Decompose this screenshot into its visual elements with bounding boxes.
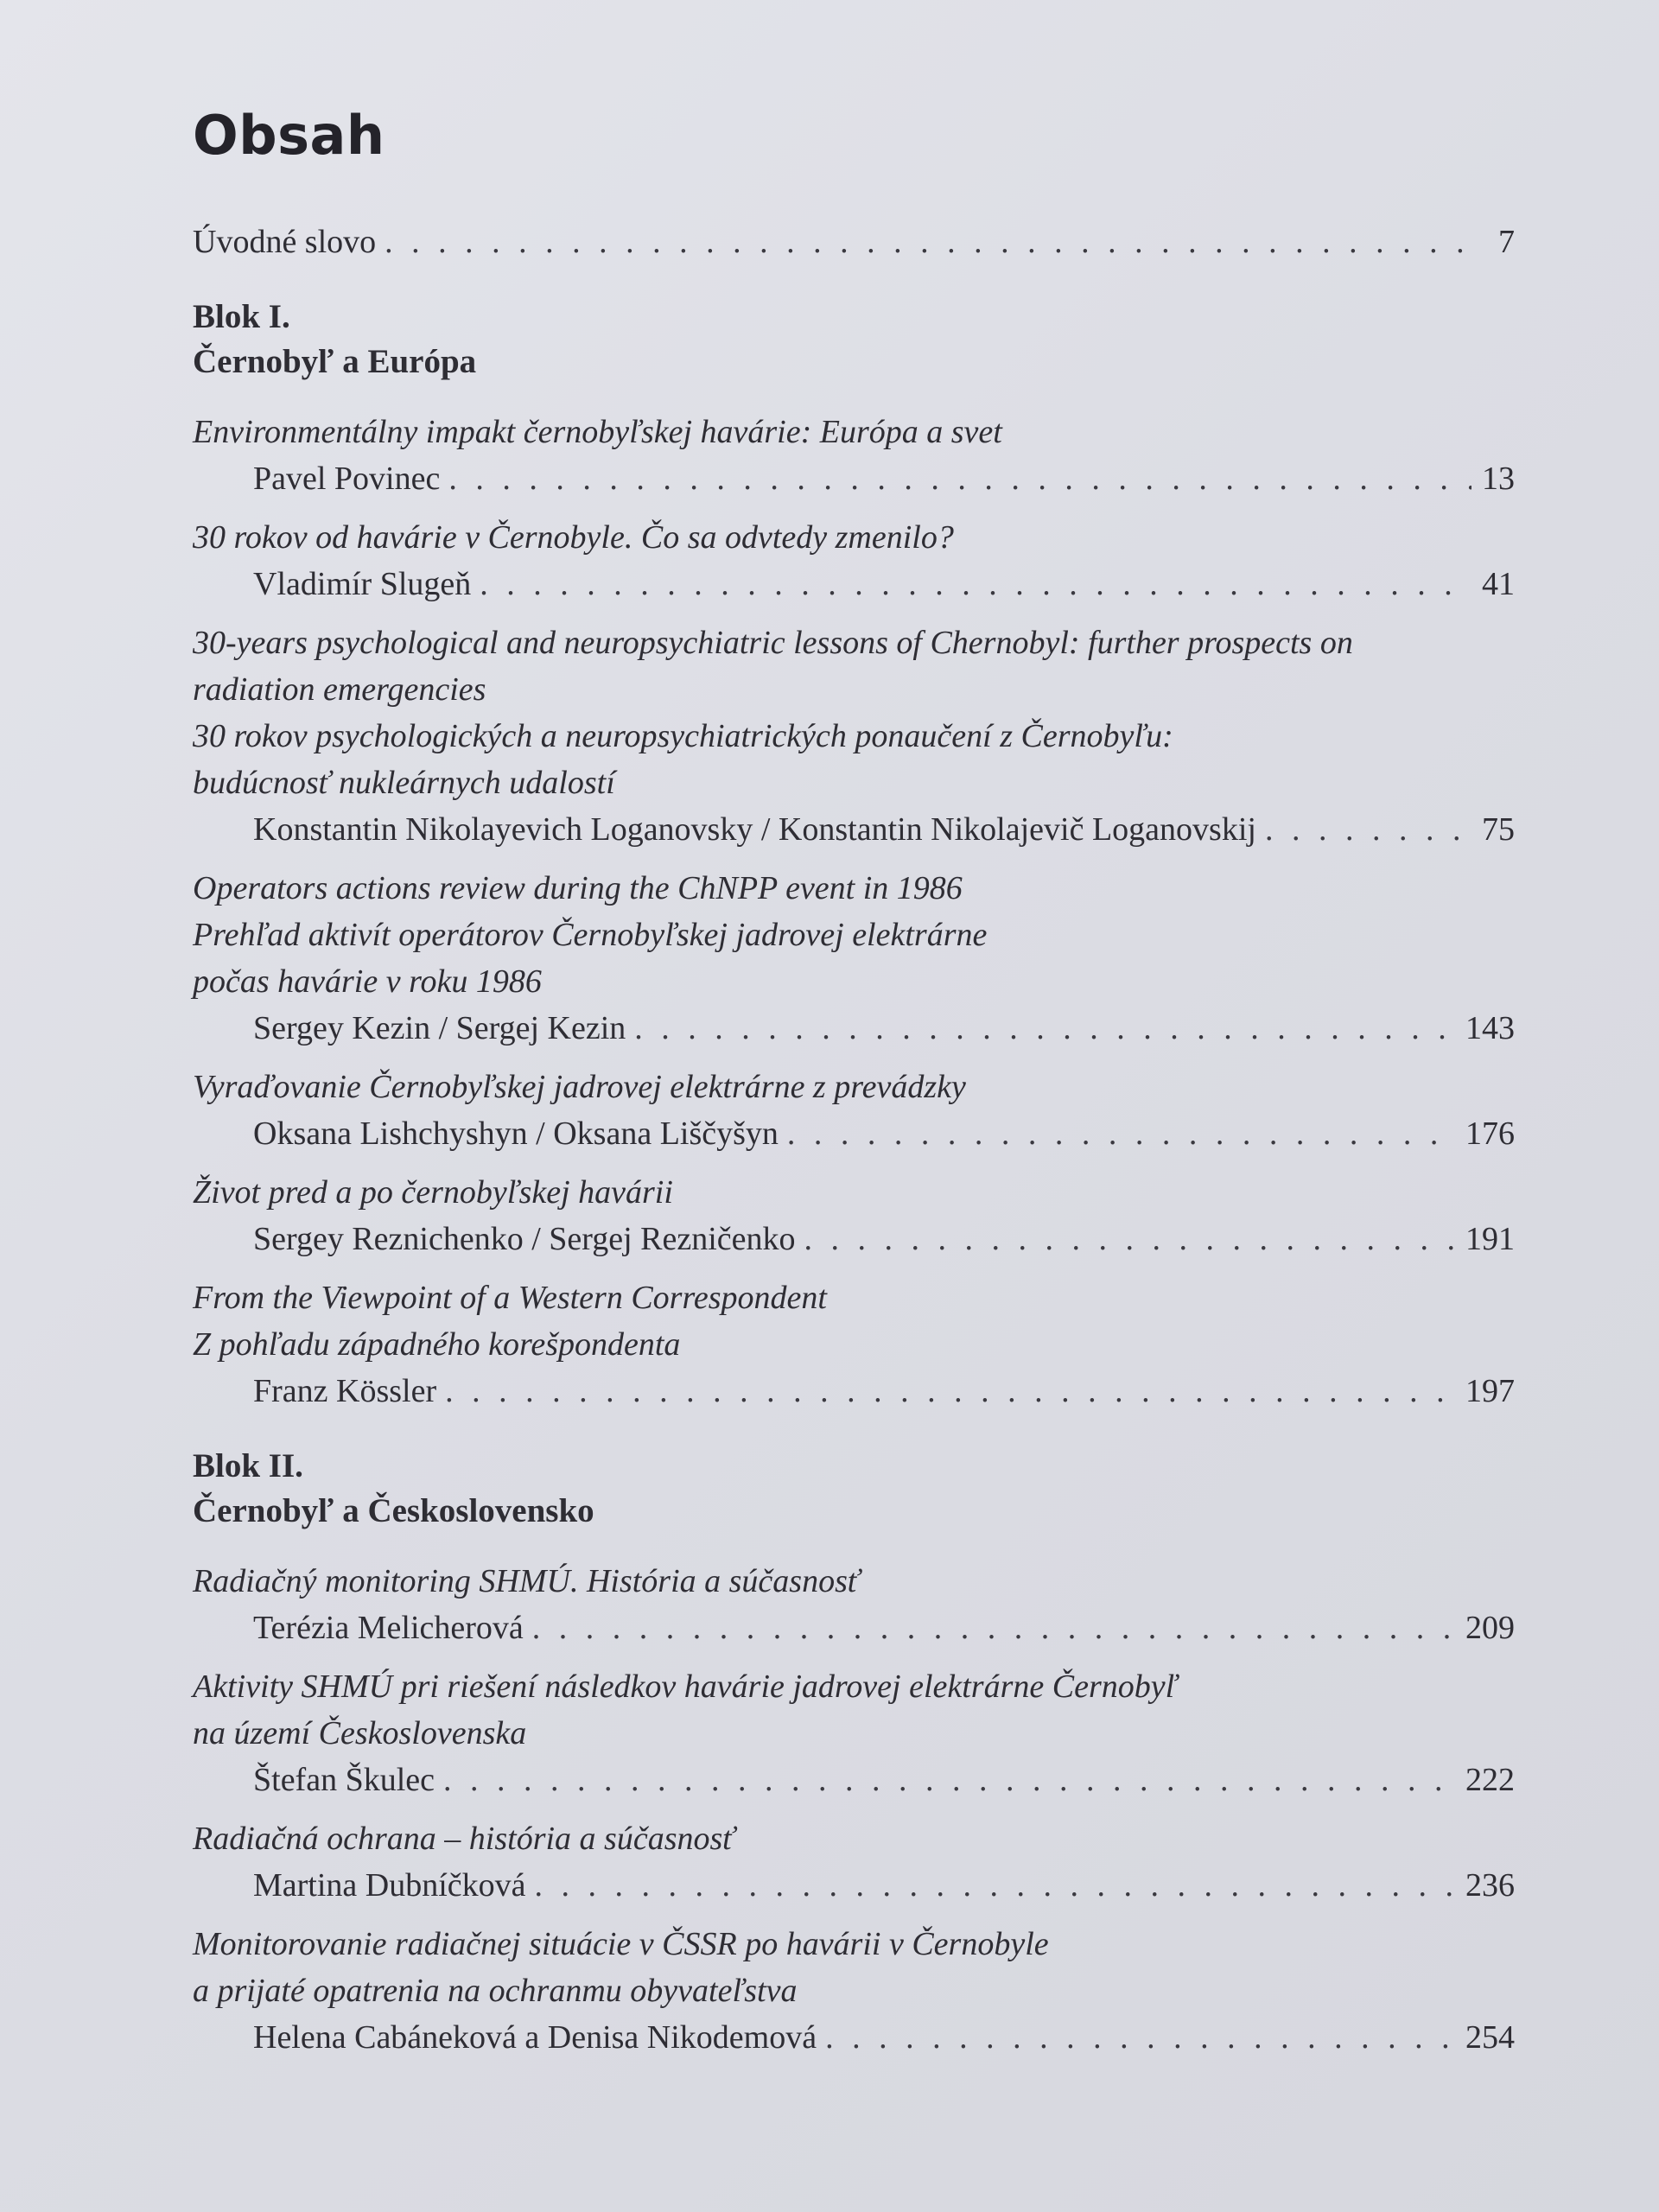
entry-title: Monitorovanie radiačnej situácie v ČSSR po havárii v Černobyle xyxy=(193,1926,1049,1962)
block-heading xyxy=(193,295,1529,385)
toc-intro-label: Úvodné slovo xyxy=(193,224,377,260)
entry-author-line xyxy=(193,1862,1515,1909)
toc-blocks xyxy=(193,295,1529,2061)
entry-title: budúcnosť nukleárnych udalostí xyxy=(193,765,615,801)
entry-title: Prehľad aktivít operátorov Černobyľskej jadrovej elektrárne xyxy=(193,917,988,953)
dot-leader xyxy=(448,455,1471,502)
toc-entry xyxy=(193,514,1529,607)
entry-title: Operators actions review during the ChNPP event in 1986 xyxy=(193,870,963,906)
toc-entry xyxy=(193,409,1529,502)
toc-entry xyxy=(193,1558,1529,1651)
entry-author-line xyxy=(193,1216,1515,1262)
entry-author: Terézia Melicherová xyxy=(253,1610,524,1646)
toc-entry xyxy=(193,1663,1529,1803)
toc-entry xyxy=(193,620,1529,853)
entry-title: 30-years psychological and neuropsychiatric lessons of Chernobyl: further prospects on xyxy=(193,625,1353,661)
toc-block xyxy=(193,1444,1529,2061)
entry-title: Environmentálny impakt černobyľskej havárie: Európa a svet xyxy=(193,414,1002,450)
block-heading xyxy=(193,1444,1529,1534)
dot-leader xyxy=(385,219,1471,265)
toc-entry xyxy=(193,865,1529,1052)
entry-author-line xyxy=(193,561,1515,607)
entry-title: Radiačný monitoring SHMÚ. História a súčasnosť xyxy=(193,1563,860,1599)
entry-author-line xyxy=(193,1368,1515,1414)
dot-leader xyxy=(804,1216,1457,1262)
entry-page-number: 222 xyxy=(1465,1762,1515,1798)
entry-title: na území Československa xyxy=(193,1715,527,1751)
entry-author: Štefan Škulec xyxy=(253,1762,435,1798)
entry-page-number: 75 xyxy=(1482,811,1515,848)
block-number: Blok II. xyxy=(193,1447,303,1484)
entry-page-number: 254 xyxy=(1465,2019,1515,2056)
toc-block xyxy=(193,295,1529,1414)
entry-page-number: 143 xyxy=(1465,1010,1515,1046)
entry-author-line xyxy=(193,806,1515,853)
entry-page-number: 209 xyxy=(1465,1610,1515,1646)
block-number: Blok I. xyxy=(193,298,290,335)
page-title: Obsah xyxy=(193,104,385,167)
entry-author-line xyxy=(193,1605,1515,1651)
entry-page-number: 176 xyxy=(1465,1116,1515,1152)
dot-leader xyxy=(1265,806,1471,853)
entry-author-line xyxy=(193,1005,1515,1052)
entry-title: From the Viewpoint of a Western Correspondent xyxy=(193,1280,827,1316)
entry-title: Aktivity SHMÚ pri riešení následkov havárie jadrovej elektrárne Černobyľ xyxy=(193,1669,1178,1705)
dot-leader xyxy=(480,561,1471,607)
entry-title: Radiačná ochrana – história a súčasnosť xyxy=(193,1821,735,1857)
entry-author: Franz Kössler xyxy=(253,1373,437,1409)
entry-author-line xyxy=(193,2014,1515,2061)
toc-intro-page: 7 xyxy=(1498,224,1515,260)
dot-leader xyxy=(443,1757,1457,1803)
entry-author: Sergey Kezin / Sergej Kezin xyxy=(253,1010,626,1046)
dot-leader xyxy=(535,1862,1457,1909)
dot-leader xyxy=(445,1368,1457,1414)
block-title: Černobyľ a Československo xyxy=(193,1492,594,1529)
entry-author: Sergey Reznichenko / Sergej Rezničenko xyxy=(253,1221,796,1257)
entry-author: Pavel Povinec xyxy=(253,461,441,497)
entry-author-line xyxy=(193,455,1515,502)
dot-leader xyxy=(825,2014,1457,2061)
entry-title: a prijaté opatrenia na ochranmu obyvateľstva xyxy=(193,1973,798,2009)
entry-author: Helena Cabáneková a Denisa Nikodemová xyxy=(253,2019,817,2056)
dot-leader xyxy=(787,1110,1457,1157)
toc-intro xyxy=(193,219,1515,265)
block-title: Černobyľ a Európa xyxy=(193,343,477,380)
toc-entry xyxy=(193,1274,1529,1414)
toc-entry xyxy=(193,1064,1529,1157)
entry-title: 30 rokov psychologických a neuropsychiatrických ponaučení z Černobyľu: xyxy=(193,718,1173,754)
entry-page-number: 197 xyxy=(1465,1373,1515,1409)
entry-title: radiation emergencies xyxy=(193,671,486,708)
toc-entry xyxy=(193,1169,1529,1262)
entry-title: 30 rokov od havárie v Černobyle. Čo sa odvtedy zmenilo? xyxy=(193,519,954,556)
toc-entry xyxy=(193,1815,1529,1909)
entry-title: Vyraďovanie Černobyľskej jadrovej elektrárne z prevádzky xyxy=(193,1069,966,1105)
entry-page-number: 41 xyxy=(1482,566,1515,602)
entry-page-number: 236 xyxy=(1465,1867,1515,1904)
dot-leader xyxy=(532,1605,1457,1651)
entry-page-number: 13 xyxy=(1482,461,1515,497)
entry-title: Život pred a po černobyľskej havárii xyxy=(193,1174,673,1211)
entry-author: Oksana Lishchyshyn / Oksana Liščyšyn xyxy=(253,1116,779,1152)
toc-entry xyxy=(193,1921,1529,2061)
entry-author: Konstantin Nikolayevich Loganovsky / Konstantin Nikolajevič Loganovskij xyxy=(253,811,1256,848)
dot-leader xyxy=(634,1005,1457,1052)
entry-author: Martina Dubníčková xyxy=(253,1867,526,1904)
entry-author: Vladimír Slugeň xyxy=(253,566,472,602)
entry-page-number: 191 xyxy=(1465,1221,1515,1257)
entry-author-line xyxy=(193,1110,1515,1157)
entry-title: Z pohľadu západného korešpondenta xyxy=(193,1326,681,1363)
entry-title: počas havárie v roku 1986 xyxy=(193,963,542,1000)
entry-author-line xyxy=(193,1757,1515,1803)
